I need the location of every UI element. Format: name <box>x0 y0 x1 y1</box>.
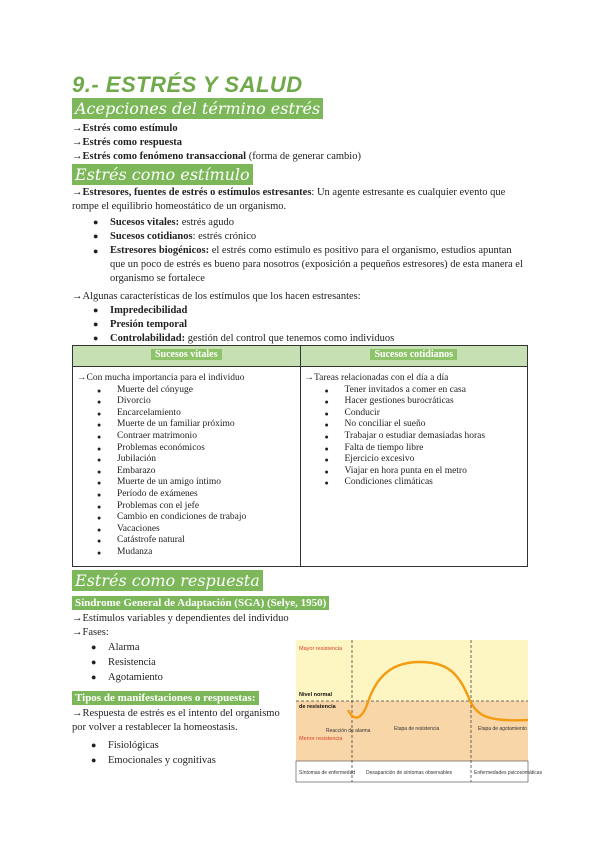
col-header-vitales: Sucesos vitales <box>73 346 301 367</box>
stage-alarma: Reacción de alarma <box>326 728 371 734</box>
list-item: ● Encarcelamiento <box>77 408 300 420</box>
list-item: ● Muerte del cónyuge <box>77 385 300 397</box>
list-item: ● Muerte de un amigo íntimo <box>77 477 300 489</box>
fases-label: →Fases: <box>72 627 109 638</box>
list-item: ● Contraer matrimonio <box>77 431 300 443</box>
list-item: ● Embarazo <box>77 466 300 478</box>
bullet-icon: ● <box>91 755 97 765</box>
list-item: ● Hacer gestiones burocráticas <box>305 396 528 408</box>
caracteristicas-intro: →Algunas características de los estímulos que los hacen estresantes: <box>72 291 361 302</box>
list-item: ● Agotamiento <box>91 672 163 683</box>
list-item: ● Sucesos cotidianos: estrés crónico <box>93 231 257 242</box>
bullet-icon: ● <box>91 740 97 750</box>
label-menor: Menor resistencia <box>299 736 343 742</box>
respuesta-text: →Respuesta de estrés es el intento del organismo por volver a restablecer la homeostasis. <box>72 708 280 733</box>
list-item: ● Problemas económicos <box>77 443 300 455</box>
acepcion-item: →Estrés como fenómeno transaccional (forma de generar cambio) <box>72 151 361 162</box>
bullet-icon: ● <box>91 672 97 682</box>
list-item: ● Cambio en condiciones de trabajo <box>77 512 300 524</box>
list-item: ● Conducir <box>305 408 528 420</box>
list-item: ● Fisiológicas <box>91 740 159 751</box>
list-item: ● Vacaciones <box>77 524 300 536</box>
bottom-sintomas: Síntomas de enfermedad <box>299 770 356 776</box>
stage-resistencia: Etapa de resistencia <box>394 726 440 732</box>
section-heading-respuesta <box>72 572 263 591</box>
heading-text: Acepciones del término estrés <box>72 98 323 119</box>
bullet-icon: ● <box>93 305 99 315</box>
list-item: ● Catástrofe natural <box>77 535 300 547</box>
list-item: ● Tener invitados a comer en casa <box>305 385 528 397</box>
list-item: ● Jubilación <box>77 454 300 466</box>
heading-text: Estrés como respuesta <box>72 570 263 591</box>
page-title: 9.- ESTRÉS Y SALUD <box>72 72 303 97</box>
list-item: ● Problemas con el jefe <box>77 501 300 513</box>
bullet-icon: ● <box>93 333 99 343</box>
col-header-cotidianos: Sucesos cotidianos <box>300 346 528 367</box>
respuesta-line: →Estímulos variables y dependientes del individuo <box>72 613 289 624</box>
bullet-icon: ● <box>93 217 99 227</box>
list-item: ● Muerte de un familiar próximo <box>77 419 300 431</box>
label-mayor: Mayor resistencia <box>299 646 343 652</box>
list-item: ● Falta de tiempo libre <box>305 443 528 455</box>
label-nivel: Nivel normal <box>299 692 333 698</box>
sga-heading: Síndrome General de Adaptación (SGA) (Selye, 1950) <box>72 593 329 611</box>
bottom-enfermedades: Enfermedades psicosomáticas <box>474 770 543 776</box>
sga-diagram <box>296 640 543 782</box>
tipos-heading: Tipos de manifestaciones o respuestas: <box>72 688 259 706</box>
list-item: ● Impredecibilidad <box>93 305 188 316</box>
list-item: ● Trabajar o estudiar demasiadas horas <box>305 431 528 443</box>
list-item: ● Divorcio <box>77 396 300 408</box>
list-item: ● Ejercicio excesivo <box>305 454 528 466</box>
section-heading-estimulo <box>72 166 253 185</box>
bullet-icon: ● <box>93 319 99 329</box>
label-nivel2: de resistencia <box>299 704 336 710</box>
stage-agotamiento: Etapa de agotamiento <box>478 726 527 732</box>
list-item: ● Alarma <box>91 642 140 653</box>
list-item: ● Controlabilidad: gestión del control que tenemos como individuos <box>93 333 395 344</box>
list-item: ● Resistencia <box>91 657 156 668</box>
sucesos-table <box>72 345 528 567</box>
estresores-intro: →Estresores, fuentes de estrés o estímulos estresantes: Un agente estresante es cualquier evento que rompe el equilibrio homeostático de un organismo. <box>72 187 506 212</box>
bullet-icon: ● <box>91 657 97 667</box>
list-item: ● Condiciones climáticas <box>305 477 528 489</box>
cell-vitales: →Con mucha importancia para el individuo ● Muerte del cónyuge ● Divorcio ● Encarcelamiento ● Muerte de un familiar próximo ● Contraer matrimonio ● Problemas económicos ● Jubilación ● Embarazo ● Muerte de un amigo íntimo ● Período de exámenes ● Problemas con el jefe ● Cambio en condiciones de trabajo ● Vacaciones ● Catástrofe natural ● Mudanza <box>73 367 301 567</box>
list-item: ● No conciliar el sueño <box>305 419 528 431</box>
list-item: ● Mudanza <box>77 547 300 559</box>
bullet-icon: ● <box>93 231 99 241</box>
heading-text: Estrés como estímulo <box>72 164 253 185</box>
list-item: ● Estresores biogénicos: el estrés como estímulo es positivo para el organismo, estudios apuntan que un poco de estrés es bueno para nosotros (exposición a pequeños estresores) de esta manera el organismo se fortalece <box>93 245 523 284</box>
cell-cotidianos: →Tareas relacionadas con el día a día ● Tener invitados a comer en casa ● Hacer gestiones burocráticas ● Conducir ● No conciliar el sueño ● Trabajar o estudiar demasiadas horas ● Falta de tiempo libre ● Ejercicio excesivo ● Viajar en hora punta en el metro ● Condiciones climáticas <box>300 367 528 567</box>
list-item: ● Sucesos vitales: estrés agudo <box>93 217 234 228</box>
section-heading-acepciones <box>72 100 323 119</box>
list-item: ● Emocionales y cognitivas <box>91 755 216 766</box>
acepcion-item: →Estrés como respuesta <box>72 137 183 148</box>
list-item: ● Viajar en hora punta en el metro <box>305 466 528 478</box>
list-item: ● Período de exámenes <box>77 489 300 501</box>
bottom-desaparicion: Desaparición de síntomas observables <box>366 770 453 776</box>
list-item: ● Presión temporal <box>93 319 188 330</box>
bullet-icon: ● <box>93 246 99 256</box>
acepcion-item: →Estrés como estímulo <box>72 123 178 134</box>
bullet-icon: ● <box>91 642 97 652</box>
